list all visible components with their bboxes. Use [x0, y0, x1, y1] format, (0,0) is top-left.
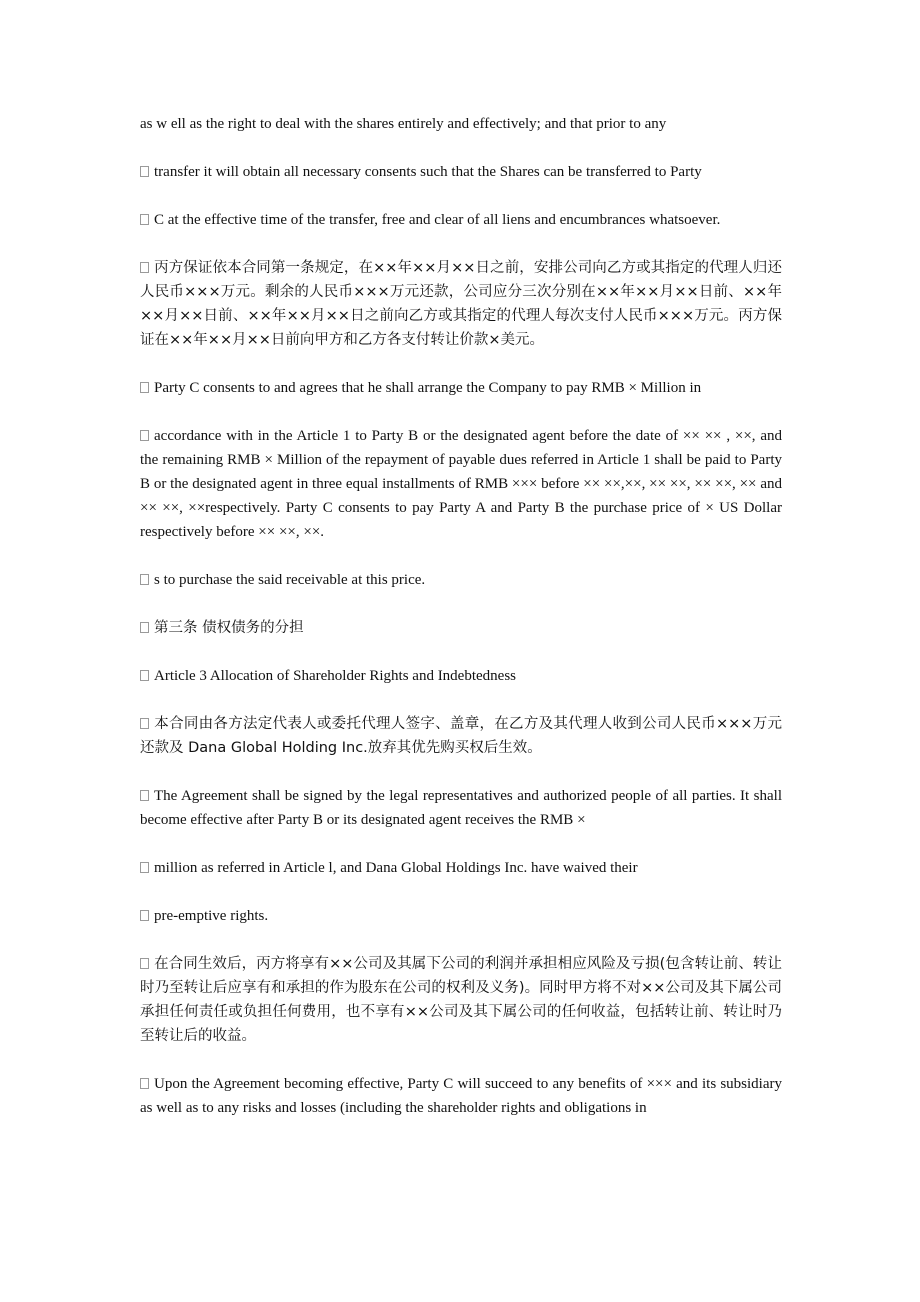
- paragraph-text: Party C consents to and agrees that he shall arrange the Company to pay RMB × Million in: [154, 380, 702, 396]
- paragraph-8: [140, 664, 782, 688]
- paragraph-2: [140, 208, 782, 232]
- document-page: [140, 112, 782, 1144]
- paragraph-12: [140, 904, 782, 928]
- paragraph-7: [140, 616, 782, 640]
- paragraph-text: s to purchase the said receivable at this price.: [154, 572, 426, 588]
- bullet-box-icon: [140, 262, 149, 273]
- paragraph-text: Upon the Agreement becoming effective, Party C will succeed to any benefits of ××× and its subsidiary as well as to any risks and losses (including the shareholder rights and obligations in: [140, 1076, 782, 1116]
- bullet-box-icon: [140, 622, 149, 633]
- bullet-box-icon: [140, 862, 149, 873]
- paragraph-9: [140, 712, 782, 760]
- paragraph-text: pre-emptive rights.: [154, 908, 269, 924]
- paragraph-4: [140, 376, 782, 400]
- paragraph-text: accordance with in the Article 1 to Party B or the designated agent before the date of ×× ×× , ××, and the remaining RMB × Million of the repayment of payable dues referred in Article 1 shall be paid to Party B or the designated agent in three equal installments of RMB ××× before ×× ××,××, ×× ××, ×× ××, ×× and ×× ××, ××respectively. Party C consents to pay Party A and Party B the purchase price of × US Dollar respectively before ×× ××, ××.: [140, 428, 782, 540]
- paragraph-5: [140, 424, 782, 544]
- bullet-box-icon: [140, 430, 149, 441]
- section-heading: Article 3 Allocation of Shareholder Rights and Indebtedness: [154, 668, 516, 684]
- paragraph-text: 本合同由各方法定代表人或委托代理人签字、盖章，在乙方及其代理人收到公司人民币×××万元还款及 Dana Global Holding Inc.放弃其优先购买权后生效。: [140, 716, 782, 756]
- bullet-box-icon: [140, 166, 149, 177]
- paragraph-6: [140, 568, 782, 592]
- paragraph-0: [140, 112, 782, 136]
- paragraph-text: million as referred in Article l, and Dana Global Holdings Inc. have waived their: [154, 860, 638, 876]
- paragraph-text: 在合同生效后，丙方将享有××公司及其属下公司的利润并承担相应风险及亏损(包含转让前、转让时乃至转让后应享有和承担的作为股东在公司的权利及义务)。同时甲方将不对××公司及其下属公司承担任何责任或负担任何费用，也不享有××公司及其下属公司的任何收益，包括转让前、转让时乃至转让后的收益。: [140, 956, 782, 1044]
- bullet-box-icon: [140, 910, 149, 921]
- paragraph-text: C at the effective time of the transfer, free and clear of all liens and encumbrances whatsoever.: [154, 212, 721, 228]
- bullet-box-icon: [140, 382, 149, 393]
- bullet-box-icon: [140, 718, 149, 729]
- bullet-box-icon: [140, 670, 149, 681]
- bullet-box-icon: [140, 958, 149, 969]
- bullet-box-icon: [140, 1078, 149, 1089]
- bullet-box-icon: [140, 214, 149, 225]
- bullet-box-icon: [140, 574, 149, 585]
- paragraph-13: [140, 952, 782, 1048]
- paragraph-3: [140, 256, 782, 352]
- paragraph-text: 丙方保证依本合同第一条规定，在××年××月××日之前，安排公司向乙方或其指定的代理人归还人民币×××万元。剩余的人民币×××万元还款，公司应分三次分别在××年××月××日前、××年××月××日前、××年××月××日之前向乙方或其指定的代理人每次支付人民币×××万元。丙方保证在××年××月××日前向甲方和乙方各支付转让价款×美元。: [140, 260, 782, 348]
- paragraph-text: transfer it will obtain all necessary consents such that the Shares can be transferred to Party: [154, 164, 702, 180]
- paragraph-10: [140, 784, 782, 832]
- bullet-box-icon: [140, 790, 149, 801]
- paragraph-1: [140, 160, 782, 184]
- section-heading: 第三条 债权债务的分担: [154, 620, 304, 636]
- paragraph-text: as w ell as the right to deal with the shares entirely and effectively; and that prior to any: [140, 116, 667, 132]
- paragraph-11: [140, 856, 782, 880]
- paragraph-14: [140, 1072, 782, 1120]
- paragraph-text: The Agreement shall be signed by the legal representatives and authorized people of all parties. It shall become effective after Party B or its designated agent receives the RMB ×: [140, 788, 782, 828]
